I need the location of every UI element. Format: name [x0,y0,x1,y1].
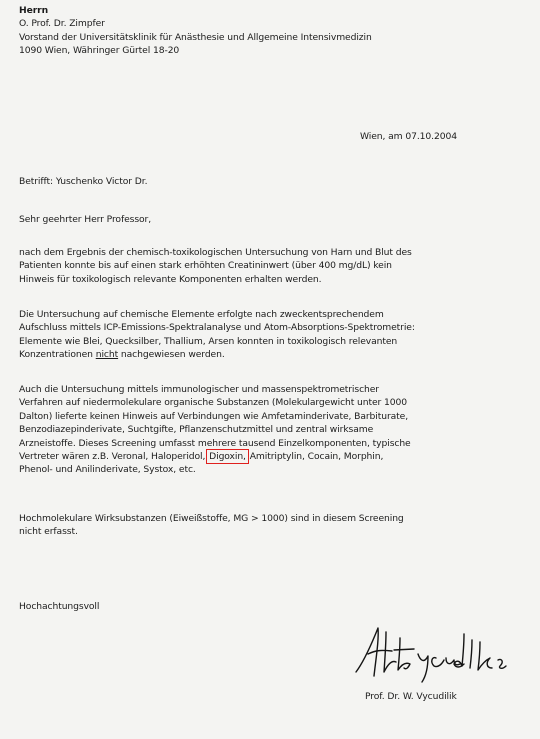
signer-name: Prof. Dr. W. Vycudilik [365,691,457,702]
paragraph-line: Phenol- und Anilinderivate, Systox, etc. [19,464,196,476]
handwritten-signature [348,620,518,684]
paragraph-line: nicht erfasst. [19,526,78,538]
addressee-address: 1090 Wien, Währinger Gürtel 18-20 [19,45,180,57]
addressee-block [19,4,519,58]
paragraph-line: Auch die Untersuchung mittels immunologischer und massenspektrometrischer [19,384,379,395]
paragraph-1 [19,246,519,286]
subject-line [19,175,519,188]
paragraph-fragment: Konzentrationen [19,349,93,361]
greeting [19,213,519,226]
paragraph-line [19,450,519,463]
paragraph-line: Dalton) lieferte keinen Hinweis auf Verbindungen wie Amfetaminderivate, Barbiturate, [19,410,409,422]
paragraph-fragment: nachgewiesen werden. [120,349,225,361]
paragraph-2 [19,308,519,362]
subject-text: Betrifft: Yuschenko Victor Dr. [19,176,148,187]
paragraph-line: Elemente wie Blei, Quecksilber, Thallium, Arsen konnten in toxikologisch relevanten [19,335,398,347]
closing [19,600,519,613]
paragraph-line: Hinweis für toxikologisch relevante Komponenten erhalten werden. [19,273,322,285]
paragraph-line: Aufschluss mittels ICP-Emissions-Spektralanalyse und Atom-Absorptions-Spektrometrie: [19,322,415,334]
letter-date: Wien, am 07.10.2004 [360,131,457,142]
paragraph-3 [19,383,519,477]
addressee-name: O. Prof. Dr. Zimpfer [19,18,105,30]
closing-text: Hochachtungsvoll [19,601,100,612]
paragraph-line: Patienten konnte bis auf einen stark erhöhten Creatininwert (über 400 mg/dL) kein [19,260,392,272]
paragraph-line: Verfahren auf niedermolekulare organische Substanzen (Molekulargewicht unter 1000 [19,397,408,409]
paragraph-line [19,348,519,361]
paragraph-line: nach dem Ergebnis der chemisch-toxikologischen Untersuchung von Harn und Blut des [19,247,412,258]
greeting-text: Sehr geehrter Herr Professor, [19,214,152,225]
underlined-not: nicht [95,349,119,361]
addressee-salutation: Herrn [19,5,49,16]
paragraph-line: Die Untersuchung auf chemische Elemente erfolgte nach zweckentsprechendem [19,309,384,320]
paragraph-line: Hochmolekulare Wirksubstanzen (Eiweißstoffe, MG > 1000) sind in diesem Screening [19,513,404,524]
paragraph-fragment: Amitriptylin, Cocain, Morphin, [249,451,384,463]
highlighted-digoxin: Digoxin, [209,451,246,463]
paragraph-line: Arzneistoffe. Dieses Screening umfasst mehrere tausend Einzelkomponenten, typische [19,437,411,449]
paragraph-line: Benzodiazepinderivate, Suchtgifte, Pflanzenschutzmittel und zentral wirksame [19,424,374,436]
addressee-position: Vorstand der Universitätsklinik für Anästhesie und Allgemeine Intensivmedizin [19,31,372,43]
paragraph-4 [19,512,519,539]
paragraph-fragment: Vertreter wären z.B. Veronal, Haloperidol, [19,451,206,463]
